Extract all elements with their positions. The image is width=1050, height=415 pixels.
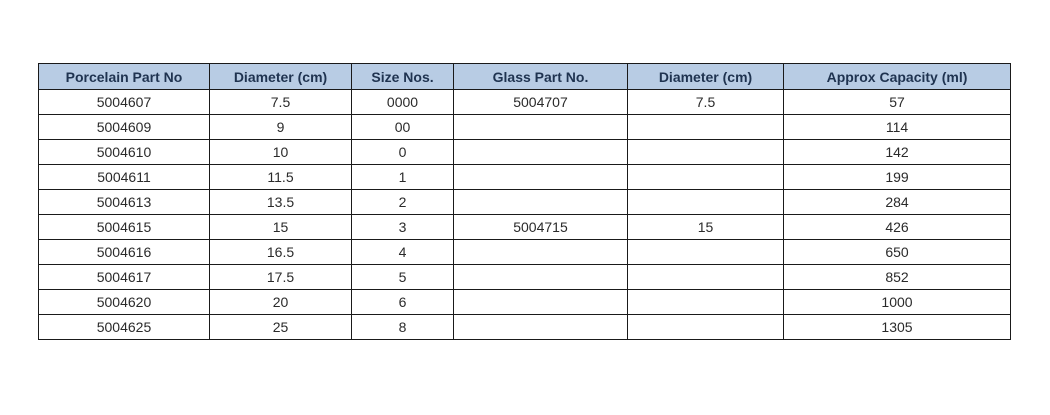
- cell-size-nos: 4: [352, 240, 454, 265]
- table-row: [39, 90, 1011, 115]
- table-row: [39, 140, 1011, 165]
- cell-glass-diameter: [628, 240, 784, 265]
- table-row: [39, 190, 1011, 215]
- cell-porcelain-diameter: 13.5: [210, 190, 352, 215]
- cell-glass-part-no: [454, 115, 628, 140]
- table-container: [38, 63, 1011, 340]
- cell-glass-diameter: [628, 165, 784, 190]
- cell-glass-part-no: [454, 290, 628, 315]
- header-glass-part-no: Glass Part No.: [454, 64, 628, 90]
- cell-porcelain-diameter: 11.5: [210, 165, 352, 190]
- table-header: [39, 64, 1011, 90]
- table-row: [39, 165, 1011, 190]
- cell-glass-diameter: [628, 140, 784, 165]
- table-row: [39, 265, 1011, 290]
- cell-size-nos: 2: [352, 190, 454, 215]
- cell-size-nos: 0: [352, 140, 454, 165]
- cell-glass-diameter: [628, 190, 784, 215]
- header-porcelain-diameter: Diameter (cm): [210, 64, 352, 90]
- table-row: [39, 115, 1011, 140]
- cell-glass-part-no: [454, 190, 628, 215]
- cell-porcelain-part-no: 5004611: [39, 165, 210, 190]
- table-body: [39, 90, 1011, 340]
- cell-approx-capacity: 114: [784, 115, 1011, 140]
- cell-porcelain-part-no: 5004610: [39, 140, 210, 165]
- cell-porcelain-diameter: 17.5: [210, 265, 352, 290]
- cell-size-nos: 0000: [352, 90, 454, 115]
- table-row: [39, 215, 1011, 240]
- cell-size-nos: 6: [352, 290, 454, 315]
- cell-approx-capacity: 1000: [784, 290, 1011, 315]
- cell-porcelain-part-no: 5004625: [39, 315, 210, 340]
- cell-size-nos: 5: [352, 265, 454, 290]
- table-row: [39, 240, 1011, 265]
- cell-approx-capacity: 426: [784, 215, 1011, 240]
- cell-glass-diameter: [628, 290, 784, 315]
- cell-glass-diameter: 7.5: [628, 90, 784, 115]
- cell-glass-diameter: [628, 265, 784, 290]
- cell-approx-capacity: 57: [784, 90, 1011, 115]
- cell-porcelain-part-no: 5004616: [39, 240, 210, 265]
- header-porcelain-part-no: Porcelain Part No: [39, 64, 210, 90]
- cell-approx-capacity: 852: [784, 265, 1011, 290]
- cell-porcelain-part-no: 5004620: [39, 290, 210, 315]
- header-glass-diameter: Diameter (cm): [628, 64, 784, 90]
- cell-porcelain-diameter: 25: [210, 315, 352, 340]
- cell-size-nos: 1: [352, 165, 454, 190]
- cell-approx-capacity: 199: [784, 165, 1011, 190]
- header-row: [39, 64, 1011, 90]
- header-size-nos: Size Nos.: [352, 64, 454, 90]
- cell-glass-part-no: [454, 240, 628, 265]
- cell-porcelain-diameter: 20: [210, 290, 352, 315]
- cell-glass-part-no: 5004715: [454, 215, 628, 240]
- cell-glass-diameter: 15: [628, 215, 784, 240]
- cell-size-nos: 8: [352, 315, 454, 340]
- product-spec-table: [38, 63, 1011, 340]
- cell-glass-part-no: [454, 140, 628, 165]
- cell-glass-part-no: 5004707: [454, 90, 628, 115]
- cell-porcelain-part-no: 5004615: [39, 215, 210, 240]
- cell-approx-capacity: 1305: [784, 315, 1011, 340]
- cell-approx-capacity: 284: [784, 190, 1011, 215]
- cell-porcelain-diameter: 9: [210, 115, 352, 140]
- header-approx-capacity: Approx Capacity (ml): [784, 64, 1011, 90]
- cell-size-nos: 00: [352, 115, 454, 140]
- cell-porcelain-diameter: 15: [210, 215, 352, 240]
- cell-porcelain-part-no: 5004617: [39, 265, 210, 290]
- cell-size-nos: 3: [352, 215, 454, 240]
- table-row: [39, 315, 1011, 340]
- table-row: [39, 290, 1011, 315]
- cell-porcelain-diameter: 16.5: [210, 240, 352, 265]
- cell-porcelain-diameter: 7.5: [210, 90, 352, 115]
- cell-porcelain-part-no: 5004613: [39, 190, 210, 215]
- cell-glass-diameter: [628, 315, 784, 340]
- cell-glass-part-no: [454, 265, 628, 290]
- cell-porcelain-part-no: 5004607: [39, 90, 210, 115]
- cell-glass-part-no: [454, 315, 628, 340]
- cell-porcelain-diameter: 10: [210, 140, 352, 165]
- cell-porcelain-part-no: 5004609: [39, 115, 210, 140]
- cell-glass-diameter: [628, 115, 784, 140]
- cell-approx-capacity: 650: [784, 240, 1011, 265]
- cell-glass-part-no: [454, 165, 628, 190]
- cell-approx-capacity: 142: [784, 140, 1011, 165]
